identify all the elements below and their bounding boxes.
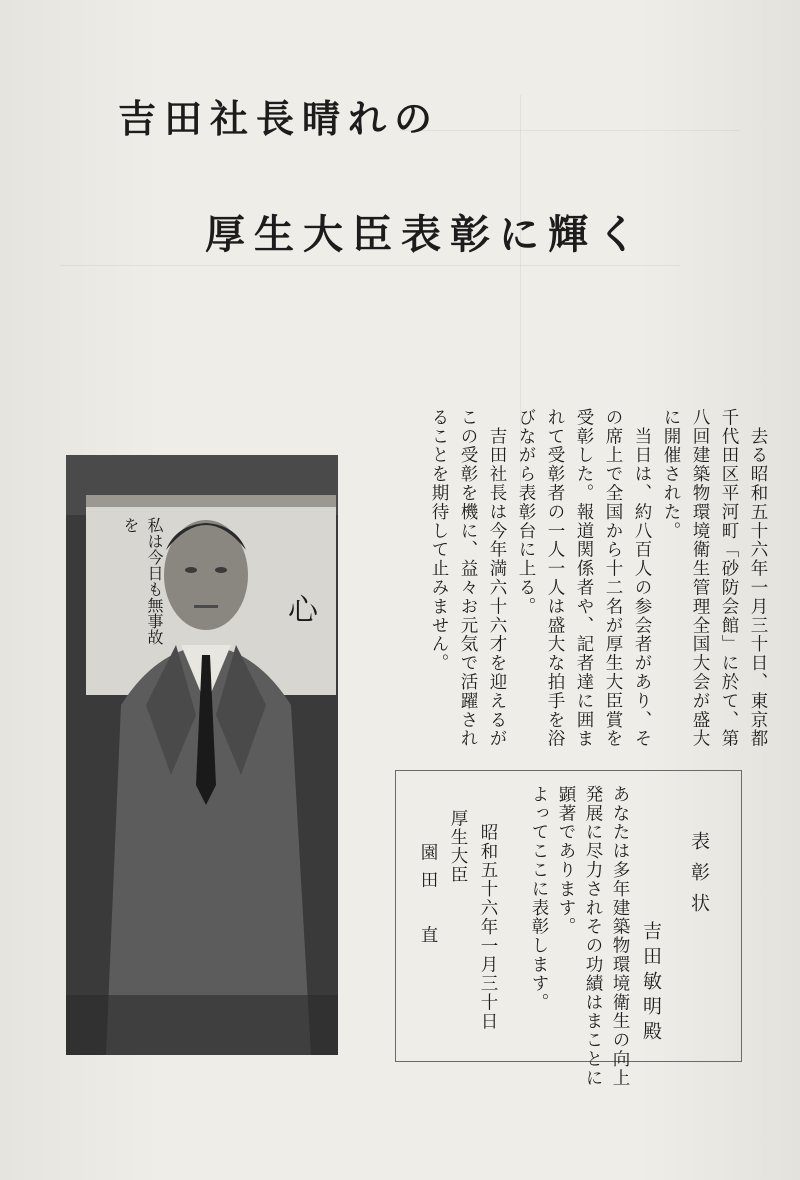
- award-issuer-name: 園田 直: [418, 843, 438, 953]
- poster-text-left: 私は今日も無事故を: [121, 517, 164, 645]
- award-issuer-title: 厚生大臣: [448, 809, 468, 885]
- bleed-through-line: [60, 265, 680, 266]
- portrait-photo: [66, 455, 338, 1055]
- award-title: 表彰状: [688, 831, 710, 924]
- headline-line-2: 厚生大臣表彰に輝く: [205, 211, 646, 258]
- headline-line-1: 吉田社長晴れの: [118, 96, 441, 141]
- award-certificate-box: [395, 770, 742, 1088]
- bleed-through-line: [400, 130, 740, 131]
- award-body: あなたは多年建築物環境衛生の向上 発展に尽力されその功績はまことに 顕著であります。 よってここに表彰します。: [529, 785, 630, 1088]
- award-recipient: 吉田敏明殿: [640, 921, 662, 1046]
- award-date: 昭和五十六年一月三十日: [478, 823, 498, 1031]
- poster-text-right: 心: [288, 593, 318, 628]
- article-body: 去る昭和五十六年一月三十日、東京都 千代田区平河町「砂防会館」に於て、第 八回建築物環境衛生管理全国大会が盛大 に開催された。 当日は、約八百人の参会者があり、そ の席上で全国から十二名が厚生大臣賞を 受彰した。報道関係者や、記者達に囲ま れて受彰者の一人一人は盛大な拍手を浴 びながら表彰台に上る。 吉田社長は今年満六十六才を迎えるが この受彰を機に、益々お元気で活躍され ることを期待して止みません。: [429, 408, 768, 749]
- portrait-illustration: [66, 455, 338, 1055]
